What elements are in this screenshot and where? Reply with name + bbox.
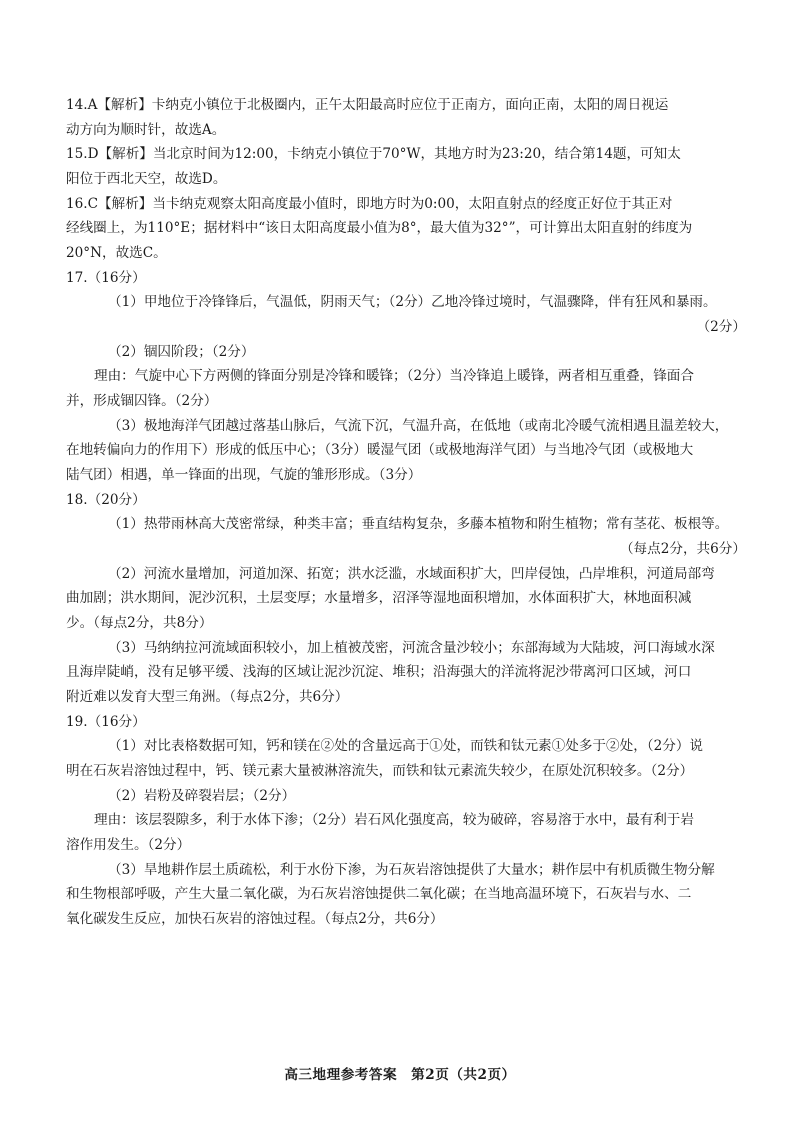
answer-line: 动方向为顺时针，故选A。 bbox=[66, 122, 226, 138]
question-heading: 18.（20分） bbox=[66, 492, 146, 508]
answer-line: 且海岸陡峭，没有足够平缓、浅海的区域让泥沙沉淀、堆积；沿海强大的洋流将泥沙带离河口区域，河口 bbox=[66, 664, 692, 680]
answer-line: （3）极地海洋气团越过落基山脉后，气流下沉，气温升高，在低地（或南北冷暖气流相遇且温差较大， bbox=[108, 418, 729, 434]
answer-line: （3）旱地耕作层土质疏松，利于水份下渗，为石灰岩溶蚀提供了大量水；耕作层中有机质微生物分解 bbox=[108, 862, 715, 878]
answer-line: 阳位于西北天空，故选D。 bbox=[66, 171, 227, 187]
answer-line: 20°N，故选C。 bbox=[66, 245, 167, 261]
answer-line: 和生物根部呼吸，产生大量二氧化碳，为石灰岩溶蚀提供二氧化碳；在当地高温环境下，石灰岩与水、二 bbox=[66, 886, 692, 902]
score-note: （2分） bbox=[696, 319, 746, 335]
answer-line: 16.C【解析】当卡纳克观察太阳高度最小值时，即地方时为0:00，太阳直射点的经度正好位于其正对 bbox=[66, 196, 673, 212]
answer-line: 理由：气旋中心下方两侧的锋面分别是冷锋和暖锋；（2分）当冷锋追上暖锋，两者相互重叠，锋面合 bbox=[94, 368, 694, 384]
answer-line: 附近难以发育大型三角洲。（每点2分，共6分） bbox=[66, 689, 349, 705]
answer-line: （3）马纳纳拉河流域面积较小，加上植被茂密，河流含量沙较小；东部海域为大陆坡，河口海域水深 bbox=[108, 640, 715, 656]
question-heading: 19.（16分） bbox=[66, 714, 146, 730]
question-heading: 17.（16分） bbox=[66, 270, 146, 286]
answer-line: （1）热带雨林高大茂密常绿，种类丰富；垂直结构复杂，多藤本植物和附生植物；常有茎花、板根等。 bbox=[108, 516, 729, 532]
answer-line: 14.A【解析】卡纳克小镇位于北极圈内，正午太阳最高时应位于正南方，面向正南，太阳的周日视运 bbox=[66, 97, 669, 113]
answer-line: 在地转偏向力的作用下）形成的低压中心；（3分）暖湿气团（或极地海洋气团）与当地冷气团（或极地大 bbox=[66, 442, 694, 458]
answer-line: 理由：该层裂隙多，利于水体下渗；（2分）岩石风化强度高，较为破碎，容易溶于水中，最有利于岩 bbox=[94, 812, 694, 828]
answer-line: 氧化碳发生反应，加快石灰岩的溶蚀过程。（每点2分，共6分） bbox=[66, 911, 444, 927]
score-note: （每点2分，共6分） bbox=[619, 541, 746, 557]
answer-line: 少。（每点2分，共8分） bbox=[66, 615, 213, 631]
answer-line: 并，形成锢囚锋。（2分） bbox=[66, 393, 218, 409]
answer-line: （1）对比表格数据可知，钙和镁在②处的含量远高于①处，而铁和钛元素①处多于②处，（2分）说 bbox=[108, 738, 704, 754]
answer-line: （2）岩粉及碎裂岩层；（2分） bbox=[108, 788, 296, 804]
answer-line: 溶作用发生。（2分） bbox=[66, 837, 191, 853]
answer-line: （1）甲地位于冷锋锋后，气温低，阴雨天气；（2分）乙地冷锋过境时，气温骤降，伴有狂风和暴雨。 bbox=[108, 294, 717, 310]
answer-line: 曲加剧；洪水期间，泥沙沉积，土层变厚；水量增多，沼泽等湿地面积增加，水体面积扩大，林地面积减 bbox=[66, 590, 692, 606]
answer-line: 15.D【解析】当北京时间为12:00，卡纳克小镇位于70°W，其地方时为23:20，结合第14题，可知太 bbox=[66, 146, 681, 162]
answer-line: 经线圈上，为110°E；据材料中“该日太阳高度最小值为8°，最大值为32°”，可计算出太阳直射的纬度为 bbox=[66, 220, 693, 236]
answer-line: （2）河流水量增加，河道加深、拓宽；洪水泛滥，水域面积扩大，凹岸侵蚀，凸岸堆积，河道局部弯 bbox=[108, 566, 715, 582]
answer-line: 明在石灰岩溶蚀过程中，钙、镁元素大量被淋溶流失，而铁和钛元素流失较少，在原处沉积较多。（2分） bbox=[66, 763, 694, 779]
answer-line: （2）锢囚阶段；（2分） bbox=[108, 344, 255, 360]
page-footer: 高三地理参考答案 第2页（共2页） bbox=[284, 1067, 516, 1083]
answer-line: 陆气团）相遇，单一锋面的出现，气旋的雏形形成。（3分） bbox=[66, 467, 422, 483]
